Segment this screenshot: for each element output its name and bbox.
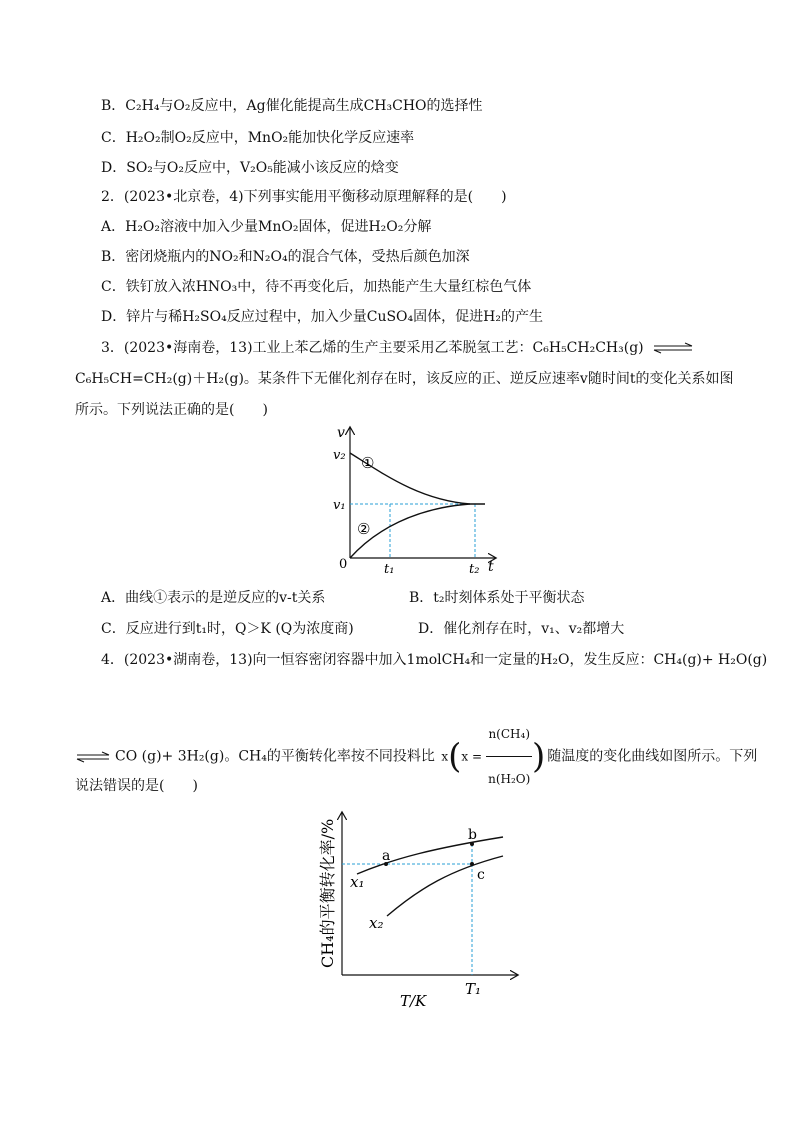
origin-label: 0 bbox=[339, 557, 348, 572]
right-paren: ) bbox=[532, 736, 546, 777]
q2-option-d: D．锌片与稀H₂SO₄反应过程中，加入少量CuSO₄固体，促进H₂的产生 bbox=[101, 309, 543, 325]
q4-stem-3: 说法错误的是( ) bbox=[75, 778, 198, 794]
fraction-denominator: n(H₂O) bbox=[488, 772, 531, 786]
x1-label: x₁ bbox=[350, 873, 365, 891]
equilibrium-arrow-icon bbox=[652, 342, 694, 354]
point-b-label: b bbox=[468, 827, 477, 843]
v2-label: v₂ bbox=[333, 448, 346, 463]
q3-option-b: B．t₂时刻体系处于平衡状态 bbox=[409, 590, 585, 606]
x2-label: x₂ bbox=[369, 914, 384, 932]
q4-stem-2b: 随温度的变化曲线如图所示。下列 bbox=[547, 748, 758, 765]
q3-stem-2: C₆H₅CH=CH₂(g)＋H₂(g)。某条件下无催化剂存在时，该反应的正、逆反应速率v随时间t的变化关系如图 bbox=[75, 371, 734, 387]
q3-option-a: A．曲线①表示的是逆反应的v-t关系 bbox=[101, 590, 326, 606]
y-axis-label: v bbox=[337, 425, 345, 441]
curve-1-label: ① bbox=[361, 454, 375, 472]
q1-option-d: D．SO₂与O₂反应中，V₂O₅能减小该反应的焓变 bbox=[101, 160, 399, 176]
q2-option-b: B．密闭烧瓶内的NO₂和N₂O₄的混合气体，受热后颜色加深 bbox=[101, 249, 470, 265]
conversion-temperature-graph bbox=[305, 808, 525, 1030]
ratio-x: x bbox=[441, 749, 449, 764]
q4-stem-1: 4．(2023•湖南卷，13)向一恒容密闭容器中加入1molCH₄和一定量的H₂O，发生反应：CH₄(g)+ H₂O(g) bbox=[101, 652, 768, 668]
x-axis-label: T/K bbox=[400, 992, 427, 1010]
t2-label: t₂ bbox=[469, 562, 480, 577]
curve-x2 bbox=[387, 856, 503, 916]
ratio-fraction bbox=[486, 712, 532, 801]
ratio-expression bbox=[441, 712, 545, 801]
q2-option-c: C．铁钉放入浓HNO₃中，待不再变化后，加热能产生大量红棕色气体 bbox=[101, 279, 532, 295]
q1-option-c: C．H₂O₂制O₂反应中，MnO₂能加快化学反应速率 bbox=[101, 130, 415, 146]
q3-option-d: D．催化剂存在时，v₁、v₂都增大 bbox=[418, 621, 625, 637]
rate-time-graph bbox=[325, 420, 505, 580]
equilibrium-arrow-icon bbox=[75, 751, 111, 763]
q3-option-c: C．反应进行到t₁时，Q＞K (Q为浓度商) bbox=[101, 621, 354, 637]
q2-stem: 2．(2023•北京卷，4)下列事实能用平衡移动原理解释的是( ) bbox=[101, 189, 507, 205]
q4-stem-2a: CO (g)+ 3H₂(g)。CH₄的平衡转化率按不同投料比 bbox=[115, 748, 435, 765]
q3-stem-1-text: 3．(2023•海南卷，13)工业上苯乙烯的生产主要采用乙苯脱氢工艺：C₆H₅CH₂CH₃(g) bbox=[101, 340, 644, 356]
curve-2-label: ② bbox=[357, 520, 371, 538]
y-axis-label: CH₄的平衡转化率/% bbox=[318, 818, 337, 968]
ratio-x-eq: x = bbox=[461, 749, 482, 764]
point-c-label: c bbox=[477, 867, 485, 883]
v1-label: v₁ bbox=[333, 498, 346, 513]
q1-option-b: B．C₂H₄与O₂反应中，Ag催化能提高生成CH₃CHO的选择性 bbox=[101, 98, 483, 114]
x-axis-label: t bbox=[488, 559, 494, 575]
point-a-label: a bbox=[382, 848, 391, 864]
q2-option-a: A．H₂O₂溶液中加入少量MnO₂固体，促进H₂O₂分解 bbox=[101, 219, 432, 235]
q3-stem-3: 所示。下列说法正确的是( ) bbox=[75, 402, 268, 418]
q3-stem-1 bbox=[101, 338, 694, 358]
fraction-numerator: n(CH₄) bbox=[486, 712, 532, 757]
point-c bbox=[470, 862, 474, 866]
t1-label: t₁ bbox=[384, 562, 395, 577]
t1-label: T₁ bbox=[465, 980, 482, 998]
left-paren: ( bbox=[448, 736, 462, 777]
